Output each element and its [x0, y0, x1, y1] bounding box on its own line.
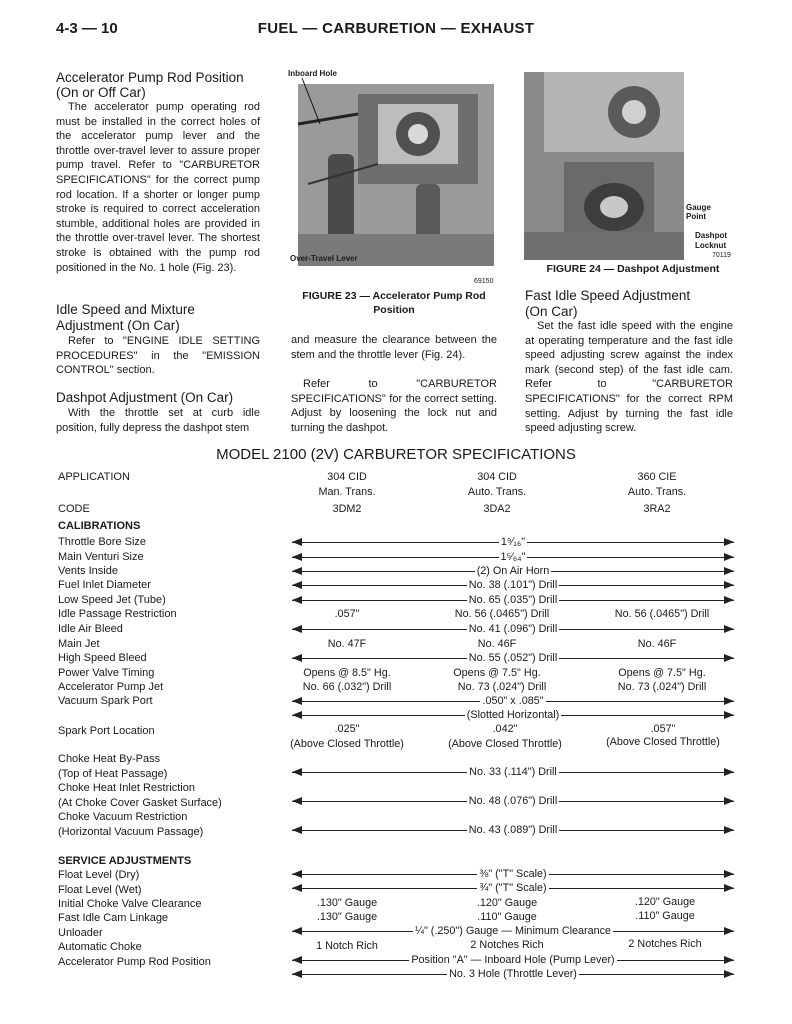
row-span-main-venturi: 1⁵⁄₆₄" [292, 550, 734, 564]
main-jet-col1: No. 47F [327, 638, 367, 650]
row-span-choke-vacuum: No. 43 (.089") Drill [292, 823, 734, 837]
row-span-idle-air-bleed: No. 41 (.096") Drill [292, 622, 734, 636]
power-valve-col3: Opens @ 7.5" Hg. [618, 667, 706, 679]
choke-valve-col2: .120" Gauge [476, 897, 538, 909]
accel-pump-jet-col3: No. 73 (.024") Drill [617, 681, 707, 693]
fig23-caption-1: FIGURE 23 — Accelerator Pump Rod [302, 290, 486, 302]
fig24-label-locknut: Locknut [695, 241, 727, 250]
heading-idle-speed-1: Idle Speed and Mixture [56, 302, 195, 317]
col2-code: 3DA2 [483, 503, 511, 515]
col1-cid: 304 CID [327, 471, 367, 483]
fig24-label-dashpot: Dashpot [695, 231, 727, 240]
fast-idle-body: Set the fast idle speed with the engine at operating temperature and the fast idle speed adjusting screw against the index mark (second step) of the fast idle cam. Refer to "CARBURETOR SPECIFICATIONS" for the correct RPM setting. Adjust by turning the fast idle speed adjusting screw. [525, 320, 733, 435]
choke-valve-col3: .120" Gauge [634, 896, 696, 908]
row-span-choke-heat-inlet: No. 48 (.076") Drill [292, 794, 734, 808]
row-label-throttle-bore: Throttle Bore Size [58, 536, 147, 548]
row-label-spark-port: Spark Port Location [58, 725, 155, 737]
row-span-vacuum-spark-2: (Slotted Horizontal) [292, 708, 734, 722]
row-span-accel-pump-rod-2: No. 3 Hole (Throttle Lever) [292, 967, 734, 981]
idle-passage-col3: No. 56 (.0465") Drill [614, 608, 710, 620]
spark-port-col1b: (Above Closed Throttle) [290, 738, 404, 750]
spark-port-col2: .042" [492, 723, 518, 735]
row-label-choke-heat-inlet-2: (At Choke Cover Gasket Surface) [58, 797, 222, 809]
fast-idle-cam-col3: .110" Gauge [635, 910, 695, 922]
row-label-main-venturi: Main Venturi Size [58, 551, 144, 563]
row-label-float-dry: Float Level (Dry) [58, 869, 140, 881]
power-valve-col2: Opens @ 7.5" Hg. [453, 667, 541, 679]
accel-pump-body: The accelerator pump operating rod must be installed in the correct holes of the accelerator pump lever and the throttle over-travel lever to assure proper pump travel. Refer to "CARBURETOR SPECIFICATIONS" for the correct pump rod location. If a shorter or longer pump stroke is required to correct acceleration stumble, additional holes are provided in the throttle over-travel lever. The shortest stroke is obtained with the pump rod positioned in the No. 1 hole (Fig. 23). [56, 101, 260, 274]
heading-accel-pump-1: Accelerator Pump Rod Position [56, 70, 244, 85]
fast-idle-cam-col1: .130" Gauge [316, 911, 378, 923]
row-label-choke-heat-inlet: Choke Heat Inlet Restriction [58, 782, 195, 794]
fig23-label-inboard: Inboard Hole [288, 69, 337, 78]
code-label: CODE [58, 503, 90, 515]
row-span-vents: (2) On Air Horn [292, 564, 734, 578]
col2-cid: 304 CID [477, 471, 517, 483]
carburetor-dashpot-illustration [524, 72, 684, 260]
row-label-choke-heat-bypass-2: (Top of Heat Passage) [58, 768, 168, 780]
row-span-accel-pump-rod: Position "A" — Inboard Hole (Pump Lever) [292, 953, 734, 967]
heading-fast-idle-2: (On Car) [525, 304, 578, 319]
fig23-label-overtravel: Over-Travel Lever [290, 254, 358, 263]
main-jet-col3: No. 46F [637, 638, 677, 650]
page-header-title: FUEL — CARBURETION — EXHAUST [257, 20, 535, 37]
fig23-leader-line [300, 76, 324, 126]
row-label-vacuum-spark: Vacuum Spark Port [58, 695, 153, 707]
row-span-unloader: ¼" (.250") Gauge — Minimum Clearance [292, 924, 734, 938]
auto-choke-col1: 1 Notch Rich [316, 940, 378, 952]
idle-passage-col2: No. 56 (.0465") Drill [454, 608, 550, 620]
choke-valve-col1: .130" Gauge [316, 897, 378, 909]
col1-trans: Man. Trans. [318, 486, 376, 498]
idle-passage-col1: .057" [334, 608, 360, 620]
row-span-choke-heat-bypass: No. 33 (.114") Drill [292, 765, 734, 779]
row-label-choke-heat-bypass: Choke Heat By-Pass [58, 753, 161, 765]
carburetor-pump-illustration [298, 84, 494, 266]
row-label-fast-idle-cam: Fast Idle Cam Linkage [58, 912, 169, 924]
figure-23-image [298, 84, 494, 266]
page-number: 4-3 — 10 [56, 20, 118, 37]
fig24-code: 70119 [712, 252, 731, 259]
col1-code: 3DM2 [332, 503, 362, 515]
fig24-caption: FIGURE 24 — Dashpot Adjustment [546, 263, 720, 275]
row-span-vacuum-spark: .050" x .085" [292, 694, 734, 708]
application-label: APPLICATION [58, 471, 130, 483]
idle-speed-body: Refer to "ENGINE IDLE SETTING PROCEDURES" in the "EMISSION CONTROL" section. [56, 335, 260, 377]
calibrations-label: CALIBRATIONS [58, 520, 141, 532]
row-label-unloader: Unloader [58, 927, 103, 939]
row-label-accel-pump-rod: Accelerator Pump Rod Position [58, 956, 211, 968]
row-span-low-speed-jet: No. 65 (.035") Drill [292, 593, 734, 607]
dashpot-body-cont-2: Refer to "CARBURETOR SPECIFICATIONS" for the correct setting. Adjust by loosening the lock nut and turning the dashpot. [291, 378, 497, 434]
fast-idle-cam-col2: .110" Gauge [477, 911, 537, 923]
row-label-choke-valve: Initial Choke Valve Clearance [58, 898, 202, 910]
spark-port-col3: .057" [650, 723, 676, 735]
row-span-throttle-bore: 1⁹⁄₁₆" [292, 535, 734, 549]
spark-port-col3b: (Above Closed Throttle) [606, 736, 720, 748]
spark-port-col1: .025" [334, 723, 360, 735]
fig24-label-gauge-1: Gauge [686, 203, 711, 212]
row-label-choke-vacuum-2: (Horizontal Vacuum Passage) [58, 826, 204, 838]
row-span-high-speed-bleed: No. 55 (.052") Drill [292, 651, 734, 665]
row-label-main-jet: Main Jet [58, 638, 100, 650]
col3-code: 3RA2 [643, 503, 671, 515]
row-label-low-speed-jet: Low Speed Jet (Tube) [58, 594, 166, 606]
row-label-power-valve: Power Valve Timing [58, 667, 155, 679]
accel-pump-jet-col2: No. 73 (.024") Drill [457, 681, 547, 693]
row-span-float-wet: ¾" ("T" Scale) [292, 881, 734, 895]
row-label-idle-passage: Idle Passage Restriction [58, 608, 177, 620]
dashpot-body-cont-1: and measure the clearance between the stem and the throttle lever (Fig. 24). [291, 334, 497, 361]
col2-trans: Auto. Trans. [467, 486, 527, 498]
power-valve-col1: Opens @ 8.5" Hg. [303, 667, 391, 679]
accel-pump-jet-col1: No. 66 (.032") Drill [302, 681, 392, 693]
row-label-fuel-inlet: Fuel Inlet Diameter [58, 579, 151, 591]
row-label-choke-vacuum: Choke Vacuum Restriction [58, 811, 188, 823]
auto-choke-col2: 2 Notches Rich [470, 939, 544, 951]
fig23-caption-2: Position [373, 304, 415, 316]
row-label-accel-pump-jet: Accelerator Pump Jet [58, 681, 164, 693]
heading-accel-pump-2: (On or Off Car) [56, 85, 146, 100]
row-label-high-speed-bleed: High Speed Bleed [58, 652, 147, 664]
main-jet-col2: No. 46F [477, 638, 517, 650]
row-span-float-dry: ⅜" ("T" Scale) [292, 867, 734, 881]
row-label-float-wet: Float Level (Wet) [58, 884, 142, 896]
fig24-label-gauge-2: Point [686, 212, 706, 221]
spark-port-col2b: (Above Closed Throttle) [448, 738, 562, 750]
spec-table-title: MODEL 2100 (2V) CARBURETOR SPECIFICATIONS [216, 446, 576, 463]
heading-fast-idle-1: Fast Idle Speed Adjustment [525, 288, 691, 303]
row-label-vents: Vents Inside [58, 565, 118, 577]
col3-trans: Auto. Trans. [627, 486, 687, 498]
fig23-code: 69150 [474, 278, 494, 285]
heading-dashpot: Dashpot Adjustment (On Car) [56, 390, 234, 405]
auto-choke-col3: 2 Notches Rich [628, 938, 702, 950]
row-label-auto-choke: Automatic Choke [58, 941, 142, 953]
heading-idle-speed-2: Adjustment (On Car) [56, 318, 180, 333]
col3-cid: 360 CIE [637, 471, 677, 483]
service-adjustments-label: SERVICE ADJUSTMENTS [58, 855, 192, 867]
figure-24-image [524, 72, 684, 260]
row-span-fuel-inlet: No. 38 (.101") Drill [292, 578, 734, 592]
dashpot-body: With the throttle set at curb idle position, fully depress the dashpot stem [56, 407, 260, 434]
row-label-idle-air-bleed: Idle Air Bleed [58, 623, 123, 635]
